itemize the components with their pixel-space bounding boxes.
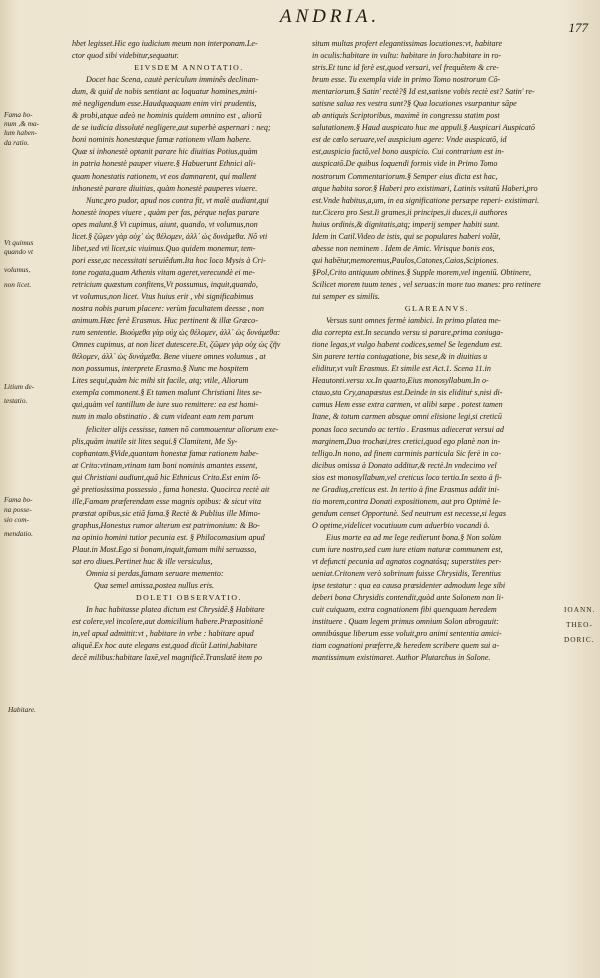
text-line: telligo.In nono, ad finem carminis particula Sic ferè in co- xyxy=(312,448,502,458)
text-line: salutationem.§ Haud auspicato huc me appuli.§ Auspicari Auspicatō xyxy=(312,123,535,133)
margin-note: Vt quimus xyxy=(4,238,34,247)
text-line: ne Gradiuș,creticus est. In tertio à fine Erasmus addit ini- xyxy=(312,484,500,494)
text-line: est colere,vel incolere,aut domicilium habere.Præpositionē xyxy=(72,617,263,627)
text-line: dum, & quid de nobis sentiant ac loquatur homines,mini- xyxy=(72,87,258,97)
text-line: pori esse,ac necessitati seruiêdum.Ita hoc loco Mysis à Cri- xyxy=(72,255,266,265)
margin-note: THEO- xyxy=(566,620,593,629)
text-line: Nunc,pro pudor, apud nos contra fit, vt malè audiant,qui xyxy=(86,195,269,205)
margin-note: Habitare. xyxy=(8,705,36,714)
text-line: ille,Famam præferendam esse magnis opibus: & sicut vita xyxy=(72,496,261,506)
text-line: Quæ si inhonestè optanit parare hic diuitias Potius,quàm xyxy=(72,147,258,157)
text-line: in,vel apud admittit:vt , habitare in vrbe : habitare apud xyxy=(72,629,254,639)
text-line: Eius morte ea ad me lege redierunt bona.§ Non solùm xyxy=(326,532,502,542)
text-line: animum.Hæc ferè Erasmus. Huc pertinent & illæ Græco- xyxy=(72,316,258,326)
text-line: gendum censet Opportunè. Sed neutrum est necesse,si legas xyxy=(312,508,506,518)
text-line: est.Vnde habitus,a,um, in ea significatione persæpe reperi- existimari. xyxy=(312,195,540,205)
margin-note: Fama bo- xyxy=(4,110,33,119)
text-line: mè negligendum esse.Haudquaquam enim viri prudentis, xyxy=(72,99,257,109)
text-line: hbet legisset.Hic ego iudicium meum non interponam.Le- xyxy=(72,39,258,48)
text-line: in oculis:habitare in vultu: habitare in foro:habitare in ro- xyxy=(312,51,502,61)
text-line: Scilicet morem tuum tenes , vel seruas:in more tuo manes: pro retinere xyxy=(312,279,541,289)
text-line: licet.§ ζῶμεν γὰρ οὐχ᾽ ὡς θέλομεν, ἀλλ᾽ ὡς δυνάμεθα. Nõ vti xyxy=(72,231,268,241)
text-line: camus Hem esse extra carmen, vt alibi sæpe . potest tamen xyxy=(312,400,503,410)
text-line: situm multas profert elegantissimas locutiones:vt, habitare xyxy=(312,39,503,48)
text-line: nostra nobis parum placere: verùm facultatem deesse , non xyxy=(72,304,264,314)
text-line: ipse testatur : qua ea causa præsidenter admodum lege sibi xyxy=(312,581,506,591)
text-line: satisne salua res vestra sunt?§ Qua locutiones vsurpantur sāpe xyxy=(312,99,517,109)
text-line: Omnes cupimus, at non licet dutescere.Et, ζῶμεν γὰρ οὐχ ὡς ζῆν xyxy=(72,340,281,350)
text-line: plis,quàm inutile sit lites sequi.§ Clamitent, Me Sy- xyxy=(72,436,238,446)
margin-note: testatio. xyxy=(4,396,28,405)
text-line: honestè inopes viuere , quàm per fas, pérque nefas parare xyxy=(72,207,260,217)
text-line: instituere . Quam legem primus omnium Solon abrogauit: xyxy=(312,617,499,627)
text-line: tur.Cicero pro Sest.Ii grames,ii principes,ii duces,ii authores xyxy=(312,207,508,217)
text-line: ab antiquis Scriptoribus, maximè in congressu statim post xyxy=(312,111,500,121)
text-line: deberi bona Chrysidis contendit,quòd ante Solonem non li- xyxy=(312,593,504,603)
margin-note: quando vt xyxy=(4,247,33,256)
margin-note: lum haben- xyxy=(4,128,38,137)
text-line: opes malunt.§ Vt cupimus, aiunt, quando, vt volumus,non xyxy=(72,219,258,229)
text-line: in patria honestè pauper viuere.§ Habuerunt Ethnici ali- xyxy=(72,159,256,169)
text-line: mantissimum existimaret. Author Plutarchus in Solone. xyxy=(312,653,491,663)
running-title: ANDRIA. xyxy=(279,6,381,27)
text-line: cophantam.§Vide,quantam honestæ famæ rationem habe- xyxy=(72,448,259,458)
text-line: qui habētur,memoremus,Paulos,Catones,Caios,Scipiones. xyxy=(312,255,499,265)
margin-note: sio com- xyxy=(4,515,29,524)
text-line: ponas loco secundo ac tertio . Erasmus adiecerat versui ad xyxy=(312,424,504,434)
text-line: §Pol,Crito antiquum obtines.§ Supple morem,vel ingeniū. Obtinere, xyxy=(312,267,532,277)
text-line: est,auspicio factō,vel bono auspicio. Cui contrarium est in- xyxy=(312,147,504,157)
text-line: nostrorum Commentariorum.§ Semper eius dicta est hac, xyxy=(312,171,498,181)
text-line: na opinio homini tutior pecunia est. § Philocomasium apud xyxy=(72,532,265,542)
text-line: Omnia si perdas,famam seruare memento: xyxy=(86,569,224,579)
section-heading: DOLETI OBSERVATIO. xyxy=(136,593,242,603)
text-line: de se iudicia dissoluté negligere,aut superbè aspernari : neq; xyxy=(72,123,271,133)
margin-note: IOANN. xyxy=(564,605,596,614)
text-line: vt defuncti pecunia ad agnatos cognatósq; superstites per- xyxy=(312,557,502,567)
margin-note: da ratio. xyxy=(4,138,30,147)
page-number: 177 xyxy=(568,20,588,35)
margin-note: volumus, xyxy=(4,265,31,274)
text-line: cum iure nostro,sed cum iure etiam naturæ communem est, xyxy=(312,544,503,554)
text-line: tone rogata,quam Athenis vitam ageret,verecundè ei me- xyxy=(72,267,255,277)
text-line: eliditur,vt vult Erasmus. Et simile est Act.1. Scena 11.in xyxy=(312,364,491,374)
text-line: Heautonti.versu xx.In quarto,Eius monosyllabum.In o- xyxy=(312,376,489,386)
text-line: Docet hac Scena, cautè periculum imminês declinan- xyxy=(86,75,259,85)
text-line: tione legas,vt vulgo habent codices,semel Se legendum est. xyxy=(312,340,503,350)
text-line: boni nominis honestæque famæ rationem vllam habere. xyxy=(72,135,252,145)
text-line: & probi,atque adeò ne hominis quidem omnino est , aliorũ xyxy=(72,111,262,121)
text-line: dicibus omissa à Donato additur,& rectè.In vndecimo vel xyxy=(312,460,497,470)
text-line: non possumus, interprete Erasmo.§ Nunc me hospitem xyxy=(72,364,249,374)
margin-note: num ,& ma- xyxy=(4,119,40,128)
section-heading: GLAREANVS. xyxy=(404,304,470,314)
margin-note: Litium de- xyxy=(4,382,35,391)
text-line: præstat opibus,sic etiã fama.§ Rectè & Publius ille Mimo- xyxy=(72,508,261,518)
text-line: Plaut.in Most.Ego si bonam,inquit,famam mihi seruasso, xyxy=(72,544,257,554)
text-line: dia correpta est.In secundo versu si parare,prima coniuga- xyxy=(312,328,504,338)
right-column xyxy=(312,38,562,664)
margin-note: Fama bo- xyxy=(4,495,33,504)
text-line: rum sententie. Βιούμεθα γὰρ οὐχ ὡς θέλομεν, ἀλλ᾽ ὡς δυνάμεθα: xyxy=(72,328,281,338)
text-line: omnibúsque liberum esse voluit,pro animi sententia amici- xyxy=(312,629,502,639)
text-line: aliquē.Ex hoc aute elegans est,quod dicūt Latini,habitare xyxy=(72,641,258,651)
section-heading: EIVSDEM ANNOTATIO. xyxy=(134,63,244,73)
text-line: Idem in Catil.Video de istis, qui se populares haberi volūt, xyxy=(312,231,501,241)
text-line: tui semper es similis. xyxy=(312,291,380,301)
margin-note: na posse- xyxy=(4,505,32,514)
text-line: tio morem,contra Donati expositionem, aut pro Optimè le- xyxy=(312,496,501,506)
text-line: Qua semel amissa,postea nullus eris. xyxy=(94,581,215,591)
text-line: Sin parere tertia coniugatione, bis sese,& in diuitias u xyxy=(312,352,488,362)
text-line: mentariorum.§ Satin' rectè?§ Id est,satisne vobis rectè est? Satin' re- xyxy=(312,87,535,97)
text-line: gè pretiosissima possessio , fama honesta. Quocirca rectè ait xyxy=(72,484,270,494)
left-column xyxy=(72,38,306,664)
text-line: libet,sed vti licet,sic viuimus.Quo quidem monemur, tem- xyxy=(72,243,256,253)
text-line: graphus,Honestus rumor alterum est patrimonium: & Bo- xyxy=(72,520,260,530)
text-line: inhonestè parare diuitias, quàm honestè pauperes viuere. xyxy=(72,183,258,193)
text-line: sios est monosyllabum,vel creticus loco tertio.In sexto à fi- xyxy=(312,472,502,482)
text-line: huius ordinis,& dignitatis,atq; imperij semper habiti sunt. xyxy=(312,219,500,229)
text-line: ctor quod sibi videbitur,sequatur. xyxy=(72,51,179,61)
text-line: num in malo obstinatio . & cum videant eam rem parum xyxy=(72,412,254,422)
text-line: ueniat.Critonem verò sobrinum fuisse Chrysidis, Terentius xyxy=(312,569,501,579)
text-line: decē milibus:habitare laxē,vel magnificē.Translatē item po xyxy=(72,653,263,663)
text-line: auspicatō.De quibus loquendi formis vide in Primo Tomo xyxy=(312,159,498,169)
text-line: marginem,Duo trochæi,tres cretici,quod ego planè non in- xyxy=(312,436,501,446)
text-line: Itane, & totum carmen absque omni elisione legi,si creticū xyxy=(312,412,502,422)
text-line: quam honestatis rationem, vt eos damnarent, qui mallent xyxy=(72,171,257,181)
margin-note: non licet. xyxy=(4,280,32,289)
text-line: qui Christiani audiunt,quã hic Ethnicus Crito.Est enim lõ- xyxy=(72,472,261,482)
margin-note: mendatio. xyxy=(4,529,33,538)
text-line: tiam cognationi præferre,& heredem scribere quem sui a- xyxy=(312,641,500,651)
text-line: est de cœlo seruare,vel auspicium agere: Vnde auspicatō, id xyxy=(312,135,507,145)
text-line: sat ero diues.Pertinet huc & ille versiculus, xyxy=(72,557,213,567)
text-line: O optime,videlicet vocatiuum cum aduerbio vocandi ö. xyxy=(312,520,490,530)
text-line: brum esse. Tu exempla vide in primo Tomo nostrorum Cõ- xyxy=(312,75,501,85)
text-line: feliciter alijs cessisse, tamen nõ commouentur aliorum exe- xyxy=(86,424,279,434)
text-line: θέλομεν, ἀλλ᾽ ὡς δυνάμεθα. Bene viuere omnes volumus , at xyxy=(72,352,266,362)
text-line: retricium quæstum confitens,Vt possumus, inquit,quando, xyxy=(72,279,258,289)
text-line: stris.Et tunc id ferè est,quod versari, vel frequētem & cre- xyxy=(312,63,499,73)
text-line: Lites sequi,quàm hic mihi sit facile, atq; vtile, Aliorum xyxy=(72,376,249,386)
text-line: cuit cuiquam, extra cognationem fibi quenquam heredem xyxy=(312,605,497,615)
text-line: qui,quàm vel tantillum de iure suo remittere: ea est homi- xyxy=(72,400,259,410)
text-line: In hac habitasse platea dictum est Chrysidē.§ Habitare xyxy=(86,605,265,615)
text-line: at Crito:vtinam,vtinam tam boni nominis amantes essent, xyxy=(72,460,258,470)
text-line: Versus sunt omnes fermè iambici. In primo platea me- xyxy=(326,316,501,326)
margin-note: DORIC. xyxy=(564,635,595,644)
text-line: atque habita soror.§ Haberi pro existimari, Latinis vsitatū Haberi,pro xyxy=(312,183,538,193)
text-line: vt volumus,non licet. Vtus huius erit , vbi significabimus xyxy=(72,291,254,301)
text-line: ctauo,sta Cry,anapæstus est.Deinde in sis elidituṙ s,nisi di- xyxy=(312,388,503,398)
text-line: exempla commonent.§ Et tamen malunt Christiani lites se- xyxy=(72,388,262,398)
text-line: abesse non neminem . Idem de Amic. Virisque bonis eos, xyxy=(312,243,495,253)
